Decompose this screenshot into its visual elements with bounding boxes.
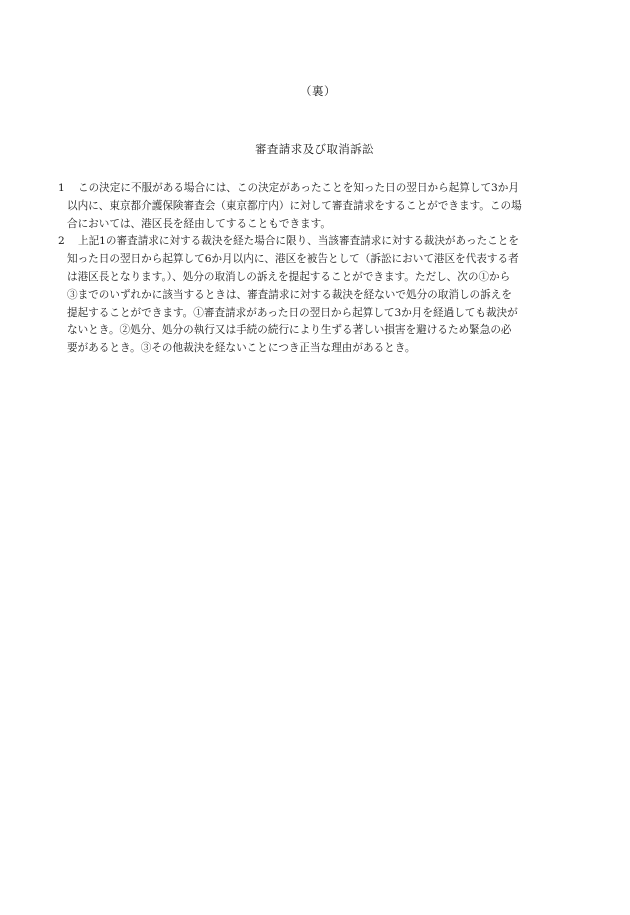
clause-1 xyxy=(58,180,578,233)
clause-2-line-7: 要があるとき。③その他裁決を経ないことにつき正当な理由があるとき。 xyxy=(67,342,416,355)
clause-1-text-1: この決定に不服がある場合には、この決定があったことを知った日の翌日から起算して3か月 xyxy=(78,182,519,194)
clause-2-number: 2 xyxy=(58,235,65,248)
reverse-side-label: （裏） xyxy=(300,84,336,98)
clause-1-line-2: 以内に、東京都介護保険審査会（東京都庁内）に対して審査請求をすることができます。この場 xyxy=(67,199,522,212)
clause-2-line-1 xyxy=(58,233,578,251)
clause-2-line-3: は港区長となります。）、処分の取消しの訴えを提起することができます。ただし、次の①から xyxy=(67,270,511,283)
clause-2-line-4: ③までのいずれかに該当するときは、審査請求に対する裁決を経ないで処分の取消しの訴えを xyxy=(67,288,512,301)
clause-2-text-1: 上記1の審査請求に対する裁決を経た場合に限り、当該審査請求に対する裁決があったことを xyxy=(78,235,519,248)
document-title: 審査請求及び取消訴訟 xyxy=(255,142,374,156)
clause-1-line-1 xyxy=(58,180,578,198)
clause-2-line-5: 提起することができます。①審査請求があった日の翌日から起算して3か月を経過しても裁決が xyxy=(67,306,518,319)
clause-2-line-2: 知った日の翌日から起算して6か月以内に、港区を被告として（訴訟において港区を代表する者 xyxy=(67,253,519,266)
clause-2-line-6: ないとき。②処分、処分の執行又は手続の続行により生ずる著しい損害を避けるため緊急の必 xyxy=(67,324,512,337)
clause-1-line-3: 合においては、港区長を経由してすることもできます。 xyxy=(67,217,331,230)
clause-list xyxy=(58,180,578,358)
clause-2 xyxy=(58,233,578,358)
clause-1-number: 1 xyxy=(58,182,65,194)
